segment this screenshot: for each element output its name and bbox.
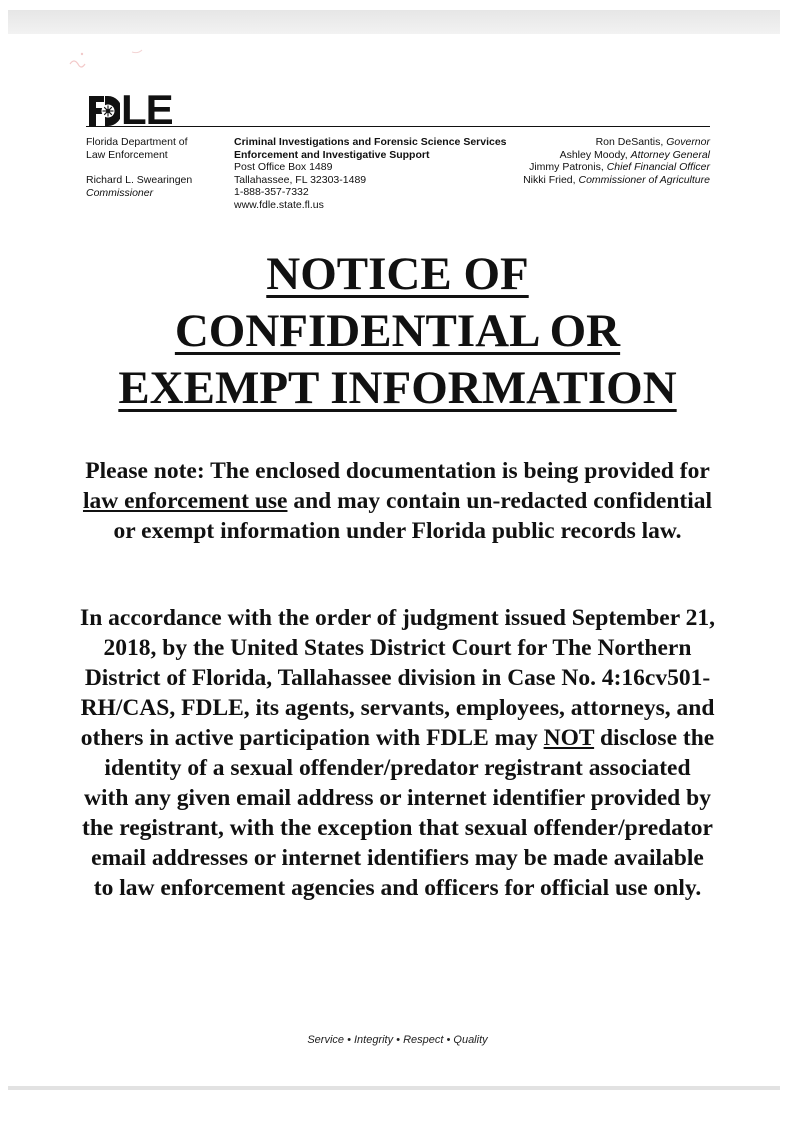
fdle-seal-icon — [86, 94, 120, 128]
division-line1: Criminal Investigations and Forensic Science Services — [234, 136, 507, 148]
footer-motto: Service • Integrity • Respect • Quality — [307, 1034, 488, 1046]
website-link[interactable]: www.fdle.state.fl.us — [234, 198, 324, 211]
title-line1: NOTICE OF — [266, 248, 529, 300]
agency-name-line1: Florida Department of — [86, 136, 188, 148]
official-cfo: Jimmy Patronis, Chief Financial Officer — [529, 161, 710, 174]
notice-title — [0, 246, 795, 417]
notice-paragraph-2: In accordance with the order of judgment issued September 21, 2018, by the United States District Court for The Northern District of Florida, Tallahassee division in Case No. 4:16cv501-RH/CAS, FDLE, its agents, servants, employees, attorneys, and others in active participation with FDLE may NOT disclose the identity of a sexual offender/predator registrant associated with any given email address or internet identifier provided by the registrant, with the exception that sexual offender/predator email addresses or internet identifiers may be made available to law enforcement agencies and officers for official use only. — [80, 605, 715, 901]
phone-number: 1-888-357-7332 — [234, 186, 309, 199]
agency-block — [86, 136, 221, 199]
fdle-logo — [86, 86, 173, 133]
title-line3: EXEMPT INFORMATION — [118, 362, 677, 414]
scan-smudge-mark — [62, 46, 162, 76]
law-enforcement-use-emphasis: law enforcement use — [82, 488, 288, 514]
official-governor: Ron DeSantis, Governor — [595, 136, 710, 148]
division-line2: Enforcement and Investigative Support — [234, 148, 430, 161]
official-attorney-general: Ashley Moody, Attorney General — [559, 148, 710, 161]
official-agriculture: Nikki Fried, Commissioner of Agriculture — [523, 173, 710, 186]
not-emphasis: NOT — [543, 725, 595, 751]
title-line2: CONFIDENTIAL OR — [174, 305, 621, 357]
commissioner-name: Richard L. Swearingen — [86, 174, 193, 187]
scan-edge-bottom — [8, 1086, 780, 1090]
address-line2: Tallahassee, FL 32303-1489 — [234, 173, 367, 186]
letterhead-rule — [86, 126, 710, 127]
scan-edge-top — [8, 10, 780, 34]
agency-name-line2: Law Enforcement — [86, 148, 168, 161]
notice-paragraph-1: Please note: The enclosed documentation is being provided for law enforcement use and may contain un-redacted confidential or exempt information under Florida public records law. — [82, 458, 713, 544]
commissioner-title: Commissioner — [86, 186, 154, 199]
logo-text: LE — [121, 86, 173, 133]
address-line1: Post Office Box 1489 — [234, 161, 333, 174]
officials-block — [470, 136, 710, 186]
